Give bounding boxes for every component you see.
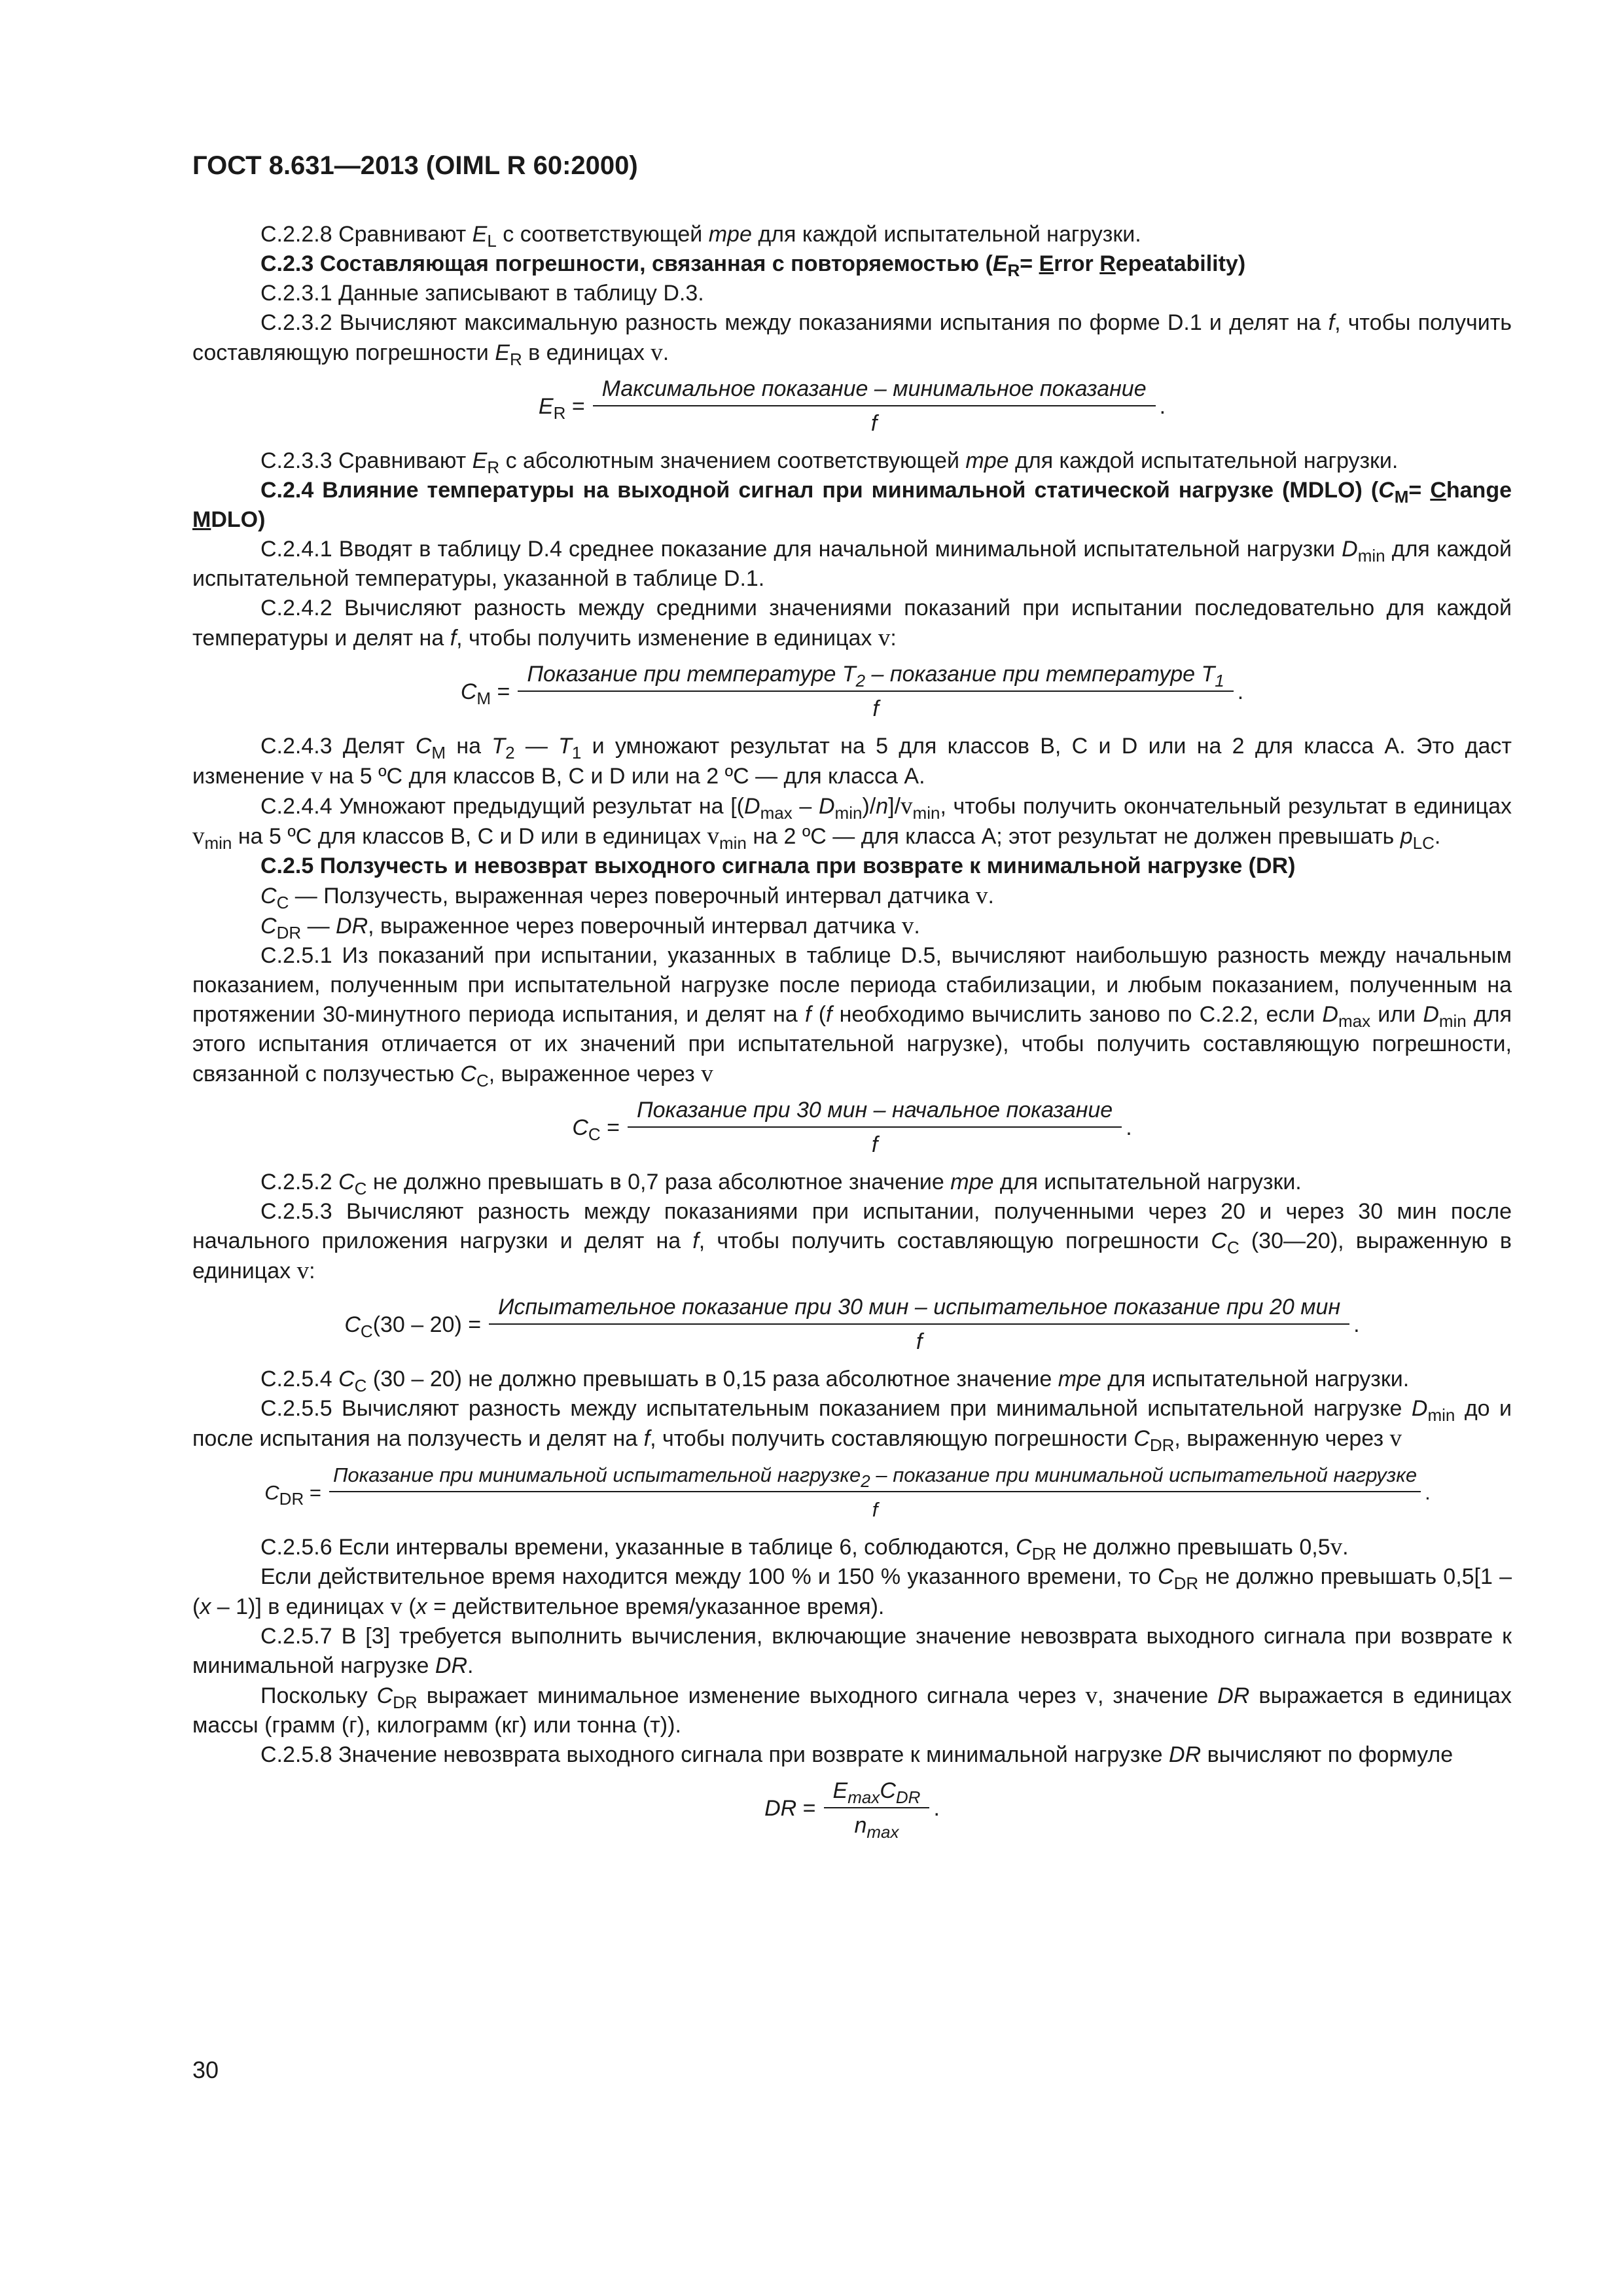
definition-cdr: $C_{DR}$ — DR, выраженное через поверочный интервал датчика v. bbox=[260, 912, 920, 942]
para-c-2-5-6-continued: Если действительное время находится между 100 % и 150 % указанного времени, то $C_{DR}$ не должно превышать 0,5[1 – (x – 1)] в единицах v (x = действительное время/указанное время). bbox=[192, 1564, 1512, 1620]
page-number: 30 bbox=[192, 2056, 219, 2083]
formula-cm-denominator: f bbox=[872, 696, 879, 721]
para-c-2-4-2: С.2.4.2 Вычисляют разность между средними значениями показаний при испытании последовательно для каждой температуры и делят на f, чтобы получить изменение в единицах v: bbox=[192, 596, 1512, 651]
para-c-2-5-2: С.2.5.2 $C_C$ не должно превышать в 0,7 раза абсолютное значение mpe для испытательной нагрузки. bbox=[260, 1170, 1302, 1198]
section-c-2-5-heading: С.2.5 Ползучесть и невозврат выходного сигнала при возврате к минимальной нагрузке (DR) bbox=[260, 853, 1296, 878]
para-c-2-3-1: С.2.3.1 Данные записывают в таблицу D.3. bbox=[260, 281, 704, 306]
para-c-2-4-3: С.2.4.3 Делят $C_M$ на $T_2$ — $T_1$ и умножают результат на 5 для классов В, С и D или на 2 для класса А. Это даст изменение v на 5 ºС для классов В, С и D или на 2 ºС — для класса А. bbox=[192, 734, 1512, 789]
formula-cc-30-20: $C_C(30 - 20)$ = Испытательное показание при 30 мин – испытательное показание при 20 мин f . bbox=[192, 1293, 1512, 1357]
formula-cdr-numerator: Показание при минимальной испытательной нагрузке$_2$ – показание при минимальной испытательной нагрузке bbox=[329, 1460, 1421, 1492]
formula-cm: $C_M$ = $\frac{Показание при температуре T_2 - показание при температуре T_1}{f}$ . bbox=[192, 660, 1512, 724]
section-c-2-3-heading: С.2.3 Составляющая погрешности, связанная с повторяемостью ($E_R=$ Error Repeatability) bbox=[260, 251, 1246, 280]
definition-cc: $C_C$ — Ползучесть, выраженная через поверочный интервал датчика v. bbox=[260, 882, 994, 912]
para-c-2-5-7: С.2.5.7 В [3] требуется выполнить вычисления, включающие значение невозврата выходного сигнала при возврате к минимальной нагрузке DR. bbox=[192, 1624, 1512, 1678]
formula-cdr: $C_{DR}$ = Показание при минимальной испытательной нагрузке$_2$ – показание при минимальной испытательной нагрузке f . bbox=[183, 1460, 1512, 1524]
para-c-2-4-1: С.2.4.1 Вводят в таблицу D.4 среднее показание для начальной минимальной испытательной нагрузки $D_{min}$ для каждой испытательной температуры, указанной в таблице D.1. bbox=[192, 537, 1512, 591]
page-header: ГОСТ 8.631—2013 (OIML R 60:2000) bbox=[192, 151, 638, 180]
formula-er-numerator: Максимальное показание – минимальное показание bbox=[593, 374, 1156, 406]
formula-cdr-denominator: f bbox=[872, 1498, 878, 1521]
para-c-2-5-5: С.2.5.5 Вычисляют разность между испытательным показанием при минимальной испытательной нагрузке $D_{min}$ до и после испытания на ползучесть и делят на f, чтобы получить составляющую погрешности $C_{DR}$, выраженную через v bbox=[192, 1396, 1512, 1455]
para-c-2-5-4: С.2.5.4 $C_C$ (30 – 20) не должно превышать в 0,15 раза абсолютное значение mpe для испытательной нагрузки. bbox=[260, 1367, 1410, 1395]
formula-cc: $C_C$ = $\frac{\text{Показание при 30 мин – начальное показание}}{f}$ . bbox=[192, 1096, 1512, 1160]
formula-cc-30-20-numerator: Испытательное показание при 30 мин – испытательное показание при 20 мин bbox=[489, 1293, 1349, 1325]
formula-dr-numerator: $E_{max}C_{DR}$ bbox=[824, 1776, 930, 1808]
para-c-2-5-8: С.2.5.8 Значение невозврата выходного сигнала при возврате к минимальной нагрузке DR вычисляют по формуле bbox=[260, 1742, 1454, 1767]
para-c-2-2-8: С.2.2.8 Сравнивают $E_L$ с соответствующей mpe для каждой испытательной нагрузки. bbox=[260, 222, 1141, 251]
para-c-2-3-3: С.2.3.3 Сравнивают $E_R$ с абсолютным значением соответствующей mpe для каждой испытательной нагрузки. bbox=[260, 448, 1399, 477]
para-c-2-5-1: С.2.5.1 Из показаний при испытании, указанных в таблице D.5, вычисляют наибольшую разность между начальным показанием, полученным при испытательной нагрузке после периода стабилизации, и любым показанием, полученным на протяжении 30-минутного периода испытания, и делят на f (f необходимо вычислить заново по С.2.2, если $D_{max}$ или $D_{min}$ для этого испытания отличается от их значений при испытательной нагрузке), чтобы получить составляющую погрешности, связанной с ползучестью $C_C$, выраженное через v bbox=[192, 943, 1512, 1090]
para-c-2-5-6: С.2.5.6 Если интервалы времени, указанные в таблице 6, соблюдаются, $C_{DR}$ не должно превышать 0,5v. bbox=[260, 1534, 1349, 1564]
formula-cc-30-20-denominator: f bbox=[916, 1329, 923, 1354]
para-c-2-4-4: С.2.4.4 Умножают предыдущий результат на $[(D_{max} - D_{min})/n]/v_{min}$, чтобы получить окончательный результат в единицах $v_{min}$ на 5 ºС для классов В, С и D или в единицах $v_{min}$ на 2 ºС — для класса А; этот результат не должен превышать $p_{LC}$. bbox=[192, 793, 1512, 853]
formula-cc-numerator: Показание при 30 мин – начальное показание bbox=[628, 1096, 1122, 1128]
formula-cm-numerator: Показание при температуре $T_2$ – показание при температуре $T_1$ bbox=[518, 660, 1233, 692]
formula-dr: DR = $\frac{E_{max}C_{DR}}{n_{max}}$ . bbox=[192, 1776, 1512, 1840]
para-c-2-5-7-continued: Поскольку $C_{DR}$ выражает минимальное изменение выходного сигнала через v, значение DR выражается в единицах массы (грамм (г), килограмм (кг) или тонна (т)). bbox=[192, 1682, 1512, 1738]
formula-er-denominator: f bbox=[870, 411, 878, 436]
formula-dr-denominator: $n_{max}$ bbox=[854, 1813, 899, 1842]
para-c-2-5-3: С.2.5.3 Вычисляют разность между показаниями при испытании, полученными через 20 и через 30 мин после начального приложения нагрузки и делят на f, чтобы получить составляющую погрешности $C_C$ (30—20), выраженную в единицах v: bbox=[192, 1199, 1512, 1284]
formula-er: $E_R$ = $\frac{\text{Максимальное показание – минимальное показание}}{f}$ . bbox=[192, 374, 1512, 439]
formula-cc-denominator: f bbox=[871, 1132, 878, 1157]
section-c-2-4-heading: С.2.4 Влияние температуры на выходной сигнал при минимальной статической нагрузке (MDLO) ($C_M=$ Change MDLO) bbox=[192, 478, 1512, 532]
para-c-2-3-2: С.2.3.2 Вычисляют максимальную разность между показаниями испытания по форме D.1 и делят на f, чтобы получить составляющую погрешности $E_R$ в единицах v. bbox=[192, 310, 1512, 369]
